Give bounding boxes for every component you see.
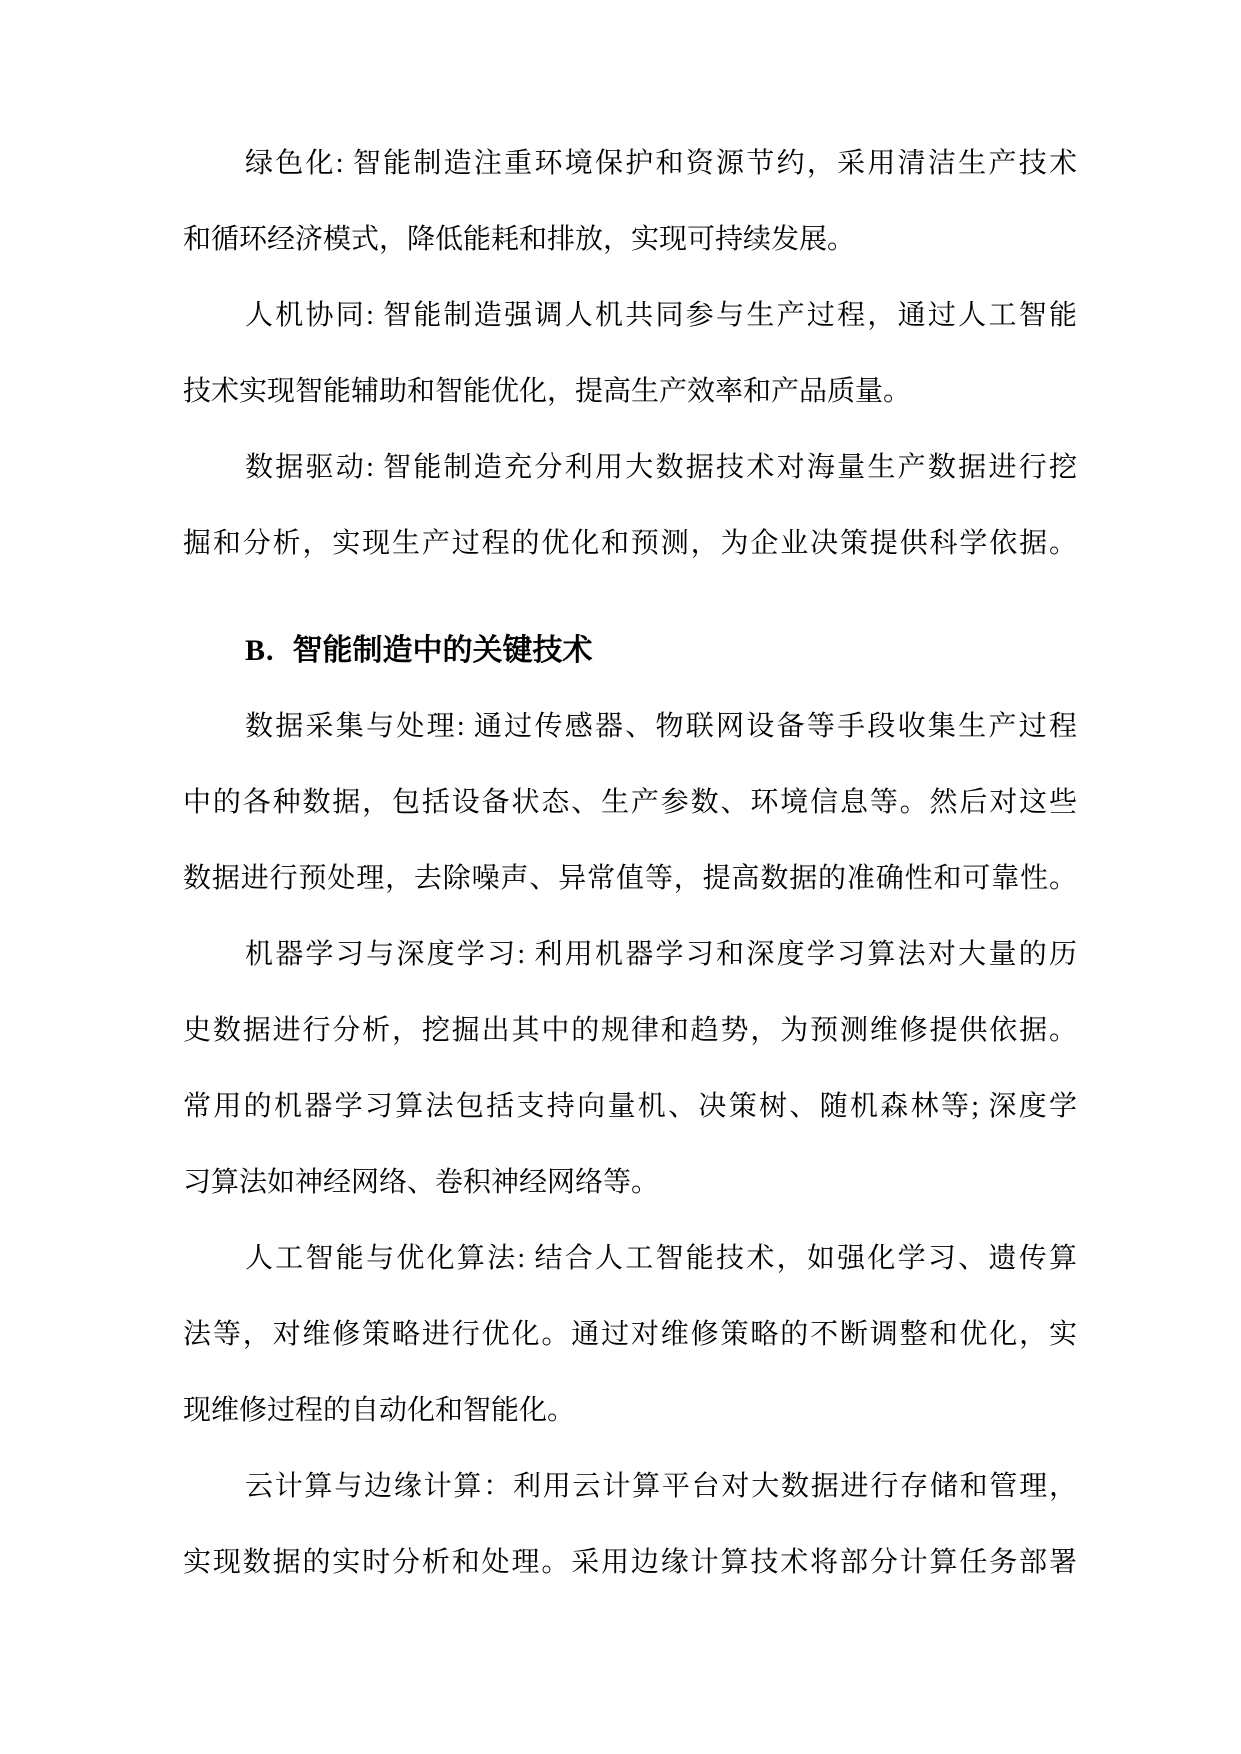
- document-body: [183, 126, 1077, 1601]
- text-line: 常用的机器学习算法包括支持向量机、决策树、随机森林等; 深度学: [183, 1091, 1077, 1122]
- text-line: 中的各种数据，包括设备状态、生产参数、环境信息等。然后对这些: [183, 787, 1077, 818]
- text-line: 史数据进行分析，挖掘出其中的规律和趋势，为预测维修提供依据。: [183, 1015, 1077, 1046]
- text-line: 数据驱动: 智能制造充分利用大数据技术对海量生产数据进行挖: [245, 452, 1077, 483]
- text-line: 习算法如神经网络、卷积神经网络等。: [183, 1167, 660, 1198]
- text-line: 技术实现智能辅助和智能优化，提高生产效率和产品质量。: [183, 376, 912, 407]
- text-line: 人机协同: 智能制造强调人机共同参与生产过程，通过人工智能: [245, 300, 1077, 331]
- text-line: 实现数据的实时分析和处理。采用边缘计算技术将部分计算任务部署: [183, 1547, 1077, 1578]
- text-line: 法等，对维修策略进行优化。通过对维修策略的不断调整和优化，实: [183, 1319, 1077, 1350]
- text-line: 云计算与边缘计算：利用云计算平台对大数据进行存储和管理，: [245, 1471, 1077, 1502]
- text-line: 数据进行预处理，去除噪声、异常值等，提高数据的准确性和可靠性。: [183, 863, 1077, 894]
- section-heading-number: B.: [245, 634, 275, 667]
- section-heading: [183, 613, 1077, 689]
- text-line: 机器学习与深度学习: 利用机器学习和深度学习算法对大量的历: [245, 939, 1077, 970]
- text-line: 和循环经济模式，降低能耗和排放，实现可持续发展。: [183, 224, 856, 255]
- text-line: 绿色化: 智能制造注重环境保护和资源节约，采用清洁生产技术: [245, 148, 1077, 179]
- text-line: 人工智能与优化算法: 结合人工智能技术，如强化学习、遗传算: [245, 1243, 1077, 1274]
- text-line: 数据采集与处理: 通过传感器、物联网设备等手段收集生产过程: [245, 711, 1077, 742]
- section-heading-title: 智能制造中的关键技术: [292, 634, 593, 667]
- text-line: 掘和分析，实现生产过程的优化和预测，为企业决策提供科学依据。: [183, 528, 1077, 559]
- text-line: 现维修过程的自动化和智能化。: [183, 1395, 576, 1426]
